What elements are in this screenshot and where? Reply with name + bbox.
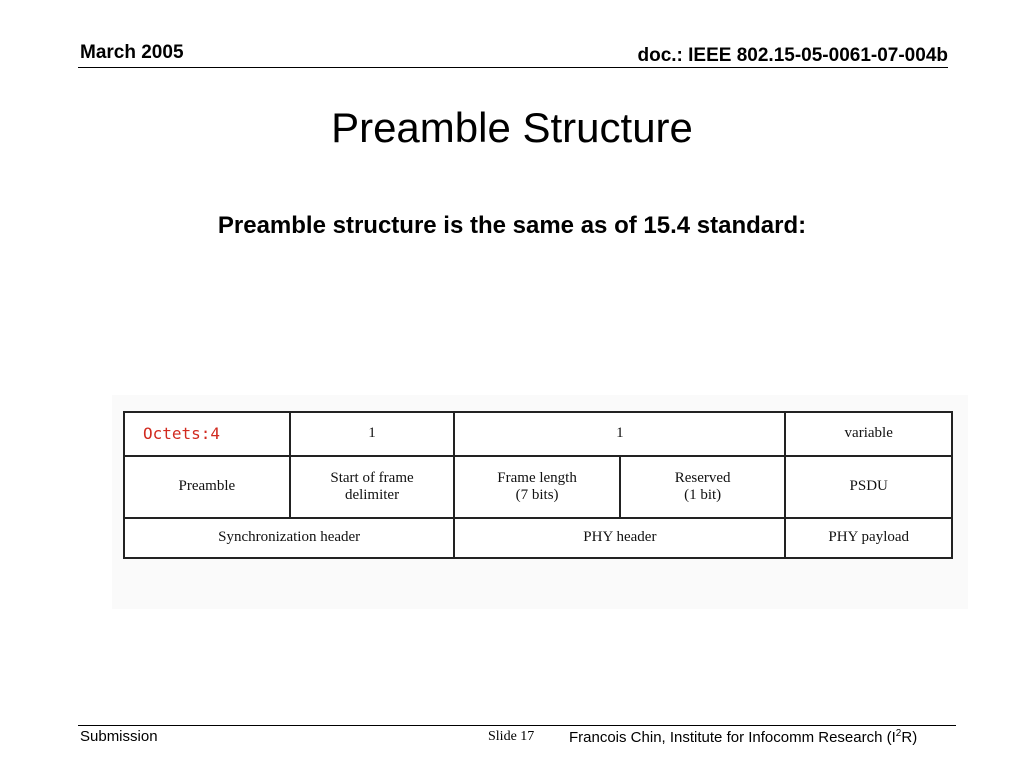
- field-reserved: [620, 456, 786, 518]
- footer-author: [569, 728, 917, 746]
- group-sync-header: Synchronization header: [124, 518, 454, 558]
- field-sfd-line1: Start of frame: [330, 469, 414, 486]
- footer-author-suffix: R): [901, 729, 918, 746]
- header-date: March 2005: [80, 42, 184, 63]
- octets-phy-header: 1: [454, 412, 785, 456]
- octets-sfd: 1: [290, 412, 455, 456]
- preamble-frame-table: [123, 411, 953, 559]
- field-sfd: [290, 456, 455, 518]
- field-reserved-line2: (1 bit): [684, 487, 722, 503]
- slide-subtitle: Preamble structure is the same as of 15.4 standard:: [217, 212, 807, 239]
- octets-psdu: variable: [785, 412, 952, 456]
- field-frame-length-line1: Frame length: [497, 469, 577, 486]
- header-doc-id: doc.: IEEE 802.15-05-0061-07-004b: [637, 45, 948, 66]
- field-preamble: Preamble: [124, 456, 290, 518]
- footer-submission: Submission: [80, 728, 158, 745]
- field-frame-length: [454, 456, 620, 518]
- header-divider: [78, 67, 948, 68]
- octets-label: Octets:4: [124, 412, 290, 456]
- footer-divider: [78, 725, 956, 726]
- footer-author-prefix: Francois Chin, Institute for Infocomm Research (I: [569, 729, 896, 746]
- footer-author-sup: 2: [895, 728, 902, 739]
- group-phy-header: PHY header: [454, 518, 785, 558]
- field-reserved-line1: Reserved: [674, 469, 731, 486]
- slide-title: Preamble Structure: [331, 104, 693, 151]
- fields-row: [124, 456, 952, 518]
- field-frame-length-line2: (7 bits): [515, 487, 559, 503]
- field-psdu: PSDU: [785, 456, 952, 518]
- group-phy-payload: PHY payload: [785, 518, 952, 558]
- footer-slide-number: Slide 17: [488, 729, 535, 744]
- field-sfd-line2: delimiter: [344, 487, 400, 503]
- group-row: [124, 518, 952, 558]
- octets-row: [124, 412, 952, 456]
